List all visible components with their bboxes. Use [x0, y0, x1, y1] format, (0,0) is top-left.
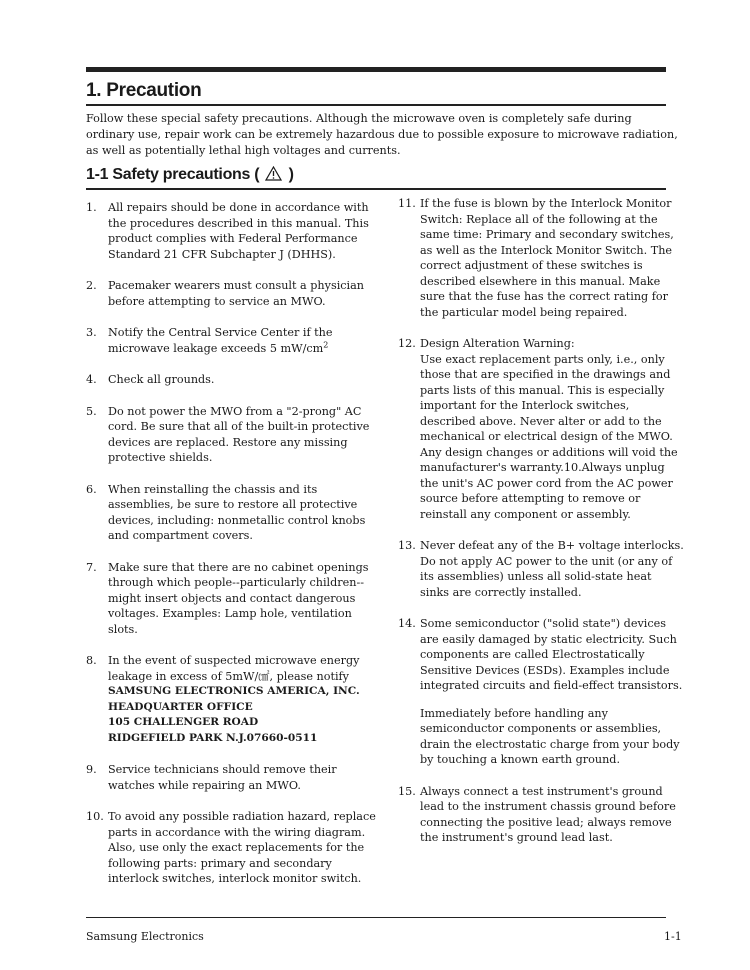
item-text: Make sure that there are no cabinet openings through which people--particularly children--might insert objects and contact dangerous voltages. Examples: Lamp hole, ventilation slots.	[108, 560, 369, 636]
item-body	[420, 336, 684, 522]
list-item	[86, 560, 376, 638]
item-text: Do not power the MWO from a "2-prong" AC cord. Be sure that all of the built-in protective devices are replaced. Restore any missing protective shields.	[108, 404, 370, 464]
address-line: RIDGEFIELD PARK N.J.07660-0511	[108, 731, 318, 744]
address-line: HEADQUARTER OFFICE	[108, 700, 253, 713]
list-item	[86, 809, 376, 887]
item-number: 4.	[86, 373, 97, 386]
item-number: 9.	[86, 763, 97, 776]
section-title-prefix: 1-1 Safety precautions (	[86, 166, 260, 183]
list-item	[398, 616, 684, 768]
list-item	[398, 784, 684, 846]
superscript: 2	[323, 339, 329, 349]
list-item	[86, 482, 376, 544]
right-column	[398, 196, 684, 862]
item-number: 6.	[86, 482, 97, 496]
section-title	[86, 166, 294, 186]
page-title: 1. Precaution	[86, 80, 202, 101]
item-text: To avoid any possible radiation hazard, replace parts in accordance with the wiring diagram. Also, use only the exact replacements for the following parts: primary and secondary interlock switches, interlock monitor switch.	[108, 810, 376, 885]
item-text-wrapper	[108, 325, 376, 356]
footer-rule	[86, 917, 666, 918]
section-rule	[86, 188, 666, 190]
list-item	[86, 278, 376, 309]
item-text: Check all grounds.	[108, 373, 215, 386]
list-item	[86, 762, 376, 793]
page-number: 1-1	[664, 930, 682, 943]
item-number: 11.	[398, 197, 416, 210]
item-number: 10.	[86, 810, 104, 823]
item-text-continued: Immediately before handling any semiconductor components or assemblies, drain the electrostatic charge from your body by touching a known earth ground.	[420, 706, 680, 766]
list-item	[86, 200, 376, 262]
item-text: Always connect a test instrument's ground lead to the instrument chassis ground before connecting the positive lead; always remove the instrument's ground lead last.	[420, 784, 676, 844]
list-item	[398, 196, 684, 320]
address-line: SAMSUNG ELECTRONICS AMERICA, INC.	[108, 685, 360, 697]
item-number: 8.	[86, 654, 97, 667]
item-text: Notify the Central Service Center if the microwave leakage exceeds 5 mW/cm	[108, 326, 333, 355]
warning-triangle-icon	[265, 166, 282, 186]
item-text-continued: Use exact replacement parts only, i.e., only those that are specified in the drawings and parts lists of this manual. This is especially important for the Interlock switches, described above. Never alter or add to the mechanical or electrical design of the MWO. Any design changes or additions will void the manufacturer's warranty.10.Always unplug the unit's AC power cord from the AC power source before attempting to remove or reinstall any component or assembly.	[420, 352, 678, 521]
list-item	[86, 325, 376, 356]
item-number: 2.	[86, 279, 97, 292]
title-rule	[86, 104, 666, 106]
item-number: 15.	[398, 784, 416, 798]
list-item	[86, 653, 376, 746]
item-text: Pacemaker wearers must consult a physician before attempting to service an MWO.	[108, 279, 364, 308]
left-column	[86, 200, 376, 903]
list-item	[86, 372, 376, 388]
item-number: 14.	[398, 617, 416, 630]
item-body	[108, 653, 376, 746]
item-number: 1.	[86, 201, 97, 214]
item-text: All repairs should be done in accordance with the procedures described in this manual. This product complies with Federal Performance Standard 21 CFR Subchapter J (DHHS).	[108, 201, 369, 261]
item-text: Design Alteration Warning:	[420, 337, 575, 350]
list-item	[86, 404, 376, 466]
item-number: 13.	[398, 539, 416, 552]
item-text: When reinstalling the chassis and its assemblies, be sure to restore all protective devices, including: nonmetallic control knobs and compartment covers.	[108, 482, 366, 542]
footer-company: Samsung Electronics	[86, 930, 204, 943]
intro-paragraph: Follow these special safety precautions. Although the microwave oven is completely safe during ordinary use, repair work can be extremely hazardous due to possible exposure to microwave radiation, as well as potentially lethal high voltages and currents.	[86, 112, 678, 157]
item-number: 7.	[86, 560, 97, 574]
item-body	[420, 616, 684, 768]
item-number: 12.	[398, 337, 416, 350]
item-text: If the fuse is blown by the Interlock Monitor Switch: Replace all of the following at the same time: Primary and secondary switches, as well as the Interlock Monitor Switch. The correct adjustment of these switches is described elsewhere in this manual. Make sure that the fuse has the correct rating for the particular model being repaired.	[420, 197, 674, 319]
list-item	[398, 538, 684, 600]
top-rule	[86, 67, 666, 72]
address-line: 105 CHALLENGER ROAD	[108, 716, 259, 728]
list-item	[398, 336, 684, 522]
item-number: 5.	[86, 404, 97, 418]
item-text: Some semiconductor ("solid state") devices are easily damaged by static electricity. Such components are called Electrostatically Sensitive Devices (ESDs). Examples include integrated circuits and field-effect transistors.	[420, 617, 683, 692]
item-text: In the event of suspected microwave energy leakage in excess of 5mW/㎠, please notify	[108, 654, 360, 683]
item-text: Never defeat any of the B+ voltage interlocks. Do not apply AC power to the unit (or any of its assemblies) unless all solid-state heat sinks are correctly installed.	[420, 539, 684, 599]
item-text: Service technicians should remove their watches while repairing an MWO.	[108, 763, 337, 792]
item-number: 3.	[86, 326, 97, 339]
section-title-suffix: )	[288, 166, 294, 183]
